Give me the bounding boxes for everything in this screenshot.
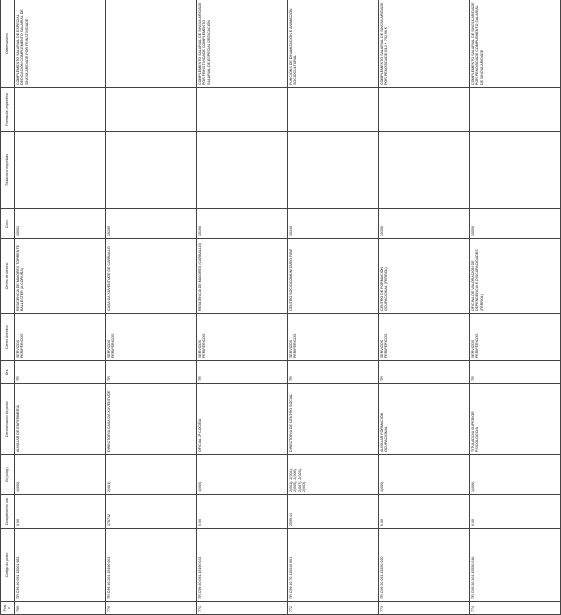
header-ors: Ors.	[1, 361, 15, 384]
cell-puesto: 769	[15, 602, 106, 615]
cell-denominacion: TITULADO/A SUPERIOR PSICÓLOGO/A	[470, 384, 561, 455]
header-codigo: Código do posto	[1, 529, 15, 602]
cell-formacion	[197, 88, 288, 132]
cell-grupo: 2(001)	[106, 455, 197, 495]
table-row	[288, 0, 379, 615]
cell-complemento: 0.00	[379, 495, 470, 529]
header-formacion: Formación específica	[1, 88, 15, 132]
cell-centro-directivo: SERVIZOS PERIFÉRICOS	[15, 314, 106, 361]
header-titulacions: Titulacións requiridas	[1, 132, 15, 209]
cell-grupo: 2(001), 2(004), 2(005), 2(006), 2(007), 2(026), 2(003)	[288, 455, 379, 495]
cell-grupo: 4(000)	[15, 455, 106, 495]
cell-puesto: 773	[379, 602, 470, 615]
cell-puesto: 771	[197, 602, 288, 615]
cell-centro-directivo: SERVIZOS PERIFÉRICOS	[106, 314, 197, 361]
header-centro-destino: Centro de destino	[1, 239, 15, 314]
cell-observacions	[106, 0, 197, 88]
cell-ors: TR	[470, 361, 561, 384]
cell-denominacion: AUXILIAR DE ENFERMERÍA	[15, 384, 106, 455]
cell-conc: 15550	[470, 209, 561, 239]
cell-conc: 15001	[15, 209, 106, 239]
cell-centro-destino: RESIDENCIA DE MAIORES TORRENTE BALLESTER (A CORUÑA)	[15, 239, 106, 314]
cell-titulacions	[379, 132, 470, 209]
cell-complemento: 2590.44	[288, 495, 379, 529]
cell-complemento: 0.00	[197, 495, 288, 529]
cell-grupo: 4(000)	[379, 455, 470, 495]
cell-formacion	[288, 88, 379, 132]
header-observacions: Observacións	[1, 0, 15, 88]
cell-complemento: 0.00	[15, 495, 106, 529]
cell-denominacion: DIRECTOR/A CASA DA XUVENTUDE	[106, 384, 197, 455]
cell-conc: 15350	[379, 209, 470, 239]
cell-centro-destino: CENTRO SOCIOCOMUNITARIO FIBE	[288, 239, 379, 314]
cell-formacion	[15, 88, 106, 132]
cell-ors: TR	[106, 361, 197, 384]
header-puesto: Posto	[1, 602, 15, 615]
table-row	[106, 0, 197, 615]
table-body	[15, 0, 561, 615]
header-centro-directivo: Centro directivo	[1, 314, 15, 361]
cell-codigo: TR.C99.30.101.15550.016	[470, 529, 561, 602]
cell-titulacions	[15, 132, 106, 209]
header-grupo: Gr.(cubg.)	[1, 455, 15, 495]
cell-conc: 15340	[288, 209, 379, 239]
cell-codigo: TR.C99.20.091.15350.020	[379, 529, 470, 602]
cell-centro-directivo: SERVIZOS PERIFÉRICOS	[379, 314, 470, 361]
cell-formacion	[379, 88, 470, 132]
cell-puesto: 772	[288, 602, 379, 615]
cell-titulacions	[197, 132, 288, 209]
cell-ors: TR	[379, 361, 470, 384]
cell-titulacions	[470, 132, 561, 209]
cell-denominacion: DIRECTOR/A DE CENTRO SOCIAL	[288, 384, 379, 455]
cell-centro-directivo: SERVIZOS PERIFÉRICOS	[470, 314, 561, 361]
cell-ors: TR	[288, 361, 379, 384]
table-row	[379, 0, 470, 615]
cell-puesto: 770	[106, 602, 197, 615]
cell-conc: 15190	[197, 209, 288, 239]
cell-grupo: 4(000)	[197, 455, 288, 495]
cell-observacions: COMPLEMENTO SALARIAL DE SINGULARIDADE POR FEINSTIVIDADE COMPLEMENTO SALARIAL DE ESPECIAL DEDICACIÓN	[197, 0, 288, 88]
cell-denominacion: OFICIAL 2ª COCIÑA	[197, 384, 288, 455]
cell-centro-directivo: SERVIZOS PERIFÉRICOS	[288, 314, 379, 361]
cell-complemento: 178712	[106, 495, 197, 529]
cell-centro-directivo: SERVIZOS PERIFÉRICOS	[197, 314, 288, 361]
cell-titulacions	[106, 132, 197, 209]
cell-centro-destino: RESIDENCIA DE MAIORES (CARBALLO)	[197, 239, 288, 314]
table-row	[15, 0, 106, 615]
cell-codigo: TR.C99.40.091.15190.023	[197, 529, 288, 602]
table-header-row	[1, 0, 15, 615]
cell-observacions: COMPLEMENTO SALARIAL DE SINGULARIDADE POR PENOSIDADE COMPLEMENTO SALARIAL DE SINGULARIDADE	[470, 0, 561, 88]
cell-grupo: 1(006)	[470, 455, 561, 495]
cell-puesto: 774	[470, 602, 561, 615]
header-denominacion: Denominación do posto	[1, 384, 15, 455]
table-row	[197, 0, 288, 615]
cell-codigo: TR.C99.40.70.115340.001	[288, 529, 379, 602]
cell-formacion	[106, 88, 197, 132]
header-conc: Conc.	[1, 209, 15, 239]
cell-codigo: TR.C99.40.201.15190.001	[106, 529, 197, 602]
cell-codigo: TR.C99.40.091.15001.983	[15, 529, 106, 602]
cell-observacions: FUNCIÓNS DE DINAMIZACIÓN E ANIMACIÓN SOCIOCULTURAL	[288, 0, 379, 88]
table-row	[470, 0, 561, 615]
cell-ors: TR	[15, 361, 106, 384]
cell-centro-destino: CASA DA XUVENTUDE DE CARBALLO	[106, 239, 197, 314]
cell-titulacions	[288, 132, 379, 209]
cell-complemento: 0.00	[470, 495, 561, 529]
cell-centro-destino: CENTRO DE FORMACIÓN OCUPACIONAL (FERROL)	[379, 239, 470, 314]
cell-conc: 15190	[106, 209, 197, 239]
cell-observacions: COMPLEMENTO SALARIAL DE ESPECIAL DEDICACIÓN COMPLEMENTO SALARIAL DE SINGULARIDADE POR FEINSTIVIDADE	[15, 0, 106, 88]
cell-observacions: COMPLEMENTO SALARIAL DE SINGULARIDADE POR PENOSIDADE B12 + 792,96 €	[379, 0, 470, 88]
header-complemento: Complemento cdc	[1, 495, 15, 529]
cell-centro-destino: OFICINA DE VALORACIÓN DE DEPENDENCIA E DISCAPACIDADES (FERROL)	[470, 239, 561, 314]
cell-denominacion: AUXILIAR FORMACIÓN OCUPACIONAL	[379, 384, 470, 455]
cell-ors: TR	[197, 361, 288, 384]
cell-formacion	[470, 88, 561, 132]
